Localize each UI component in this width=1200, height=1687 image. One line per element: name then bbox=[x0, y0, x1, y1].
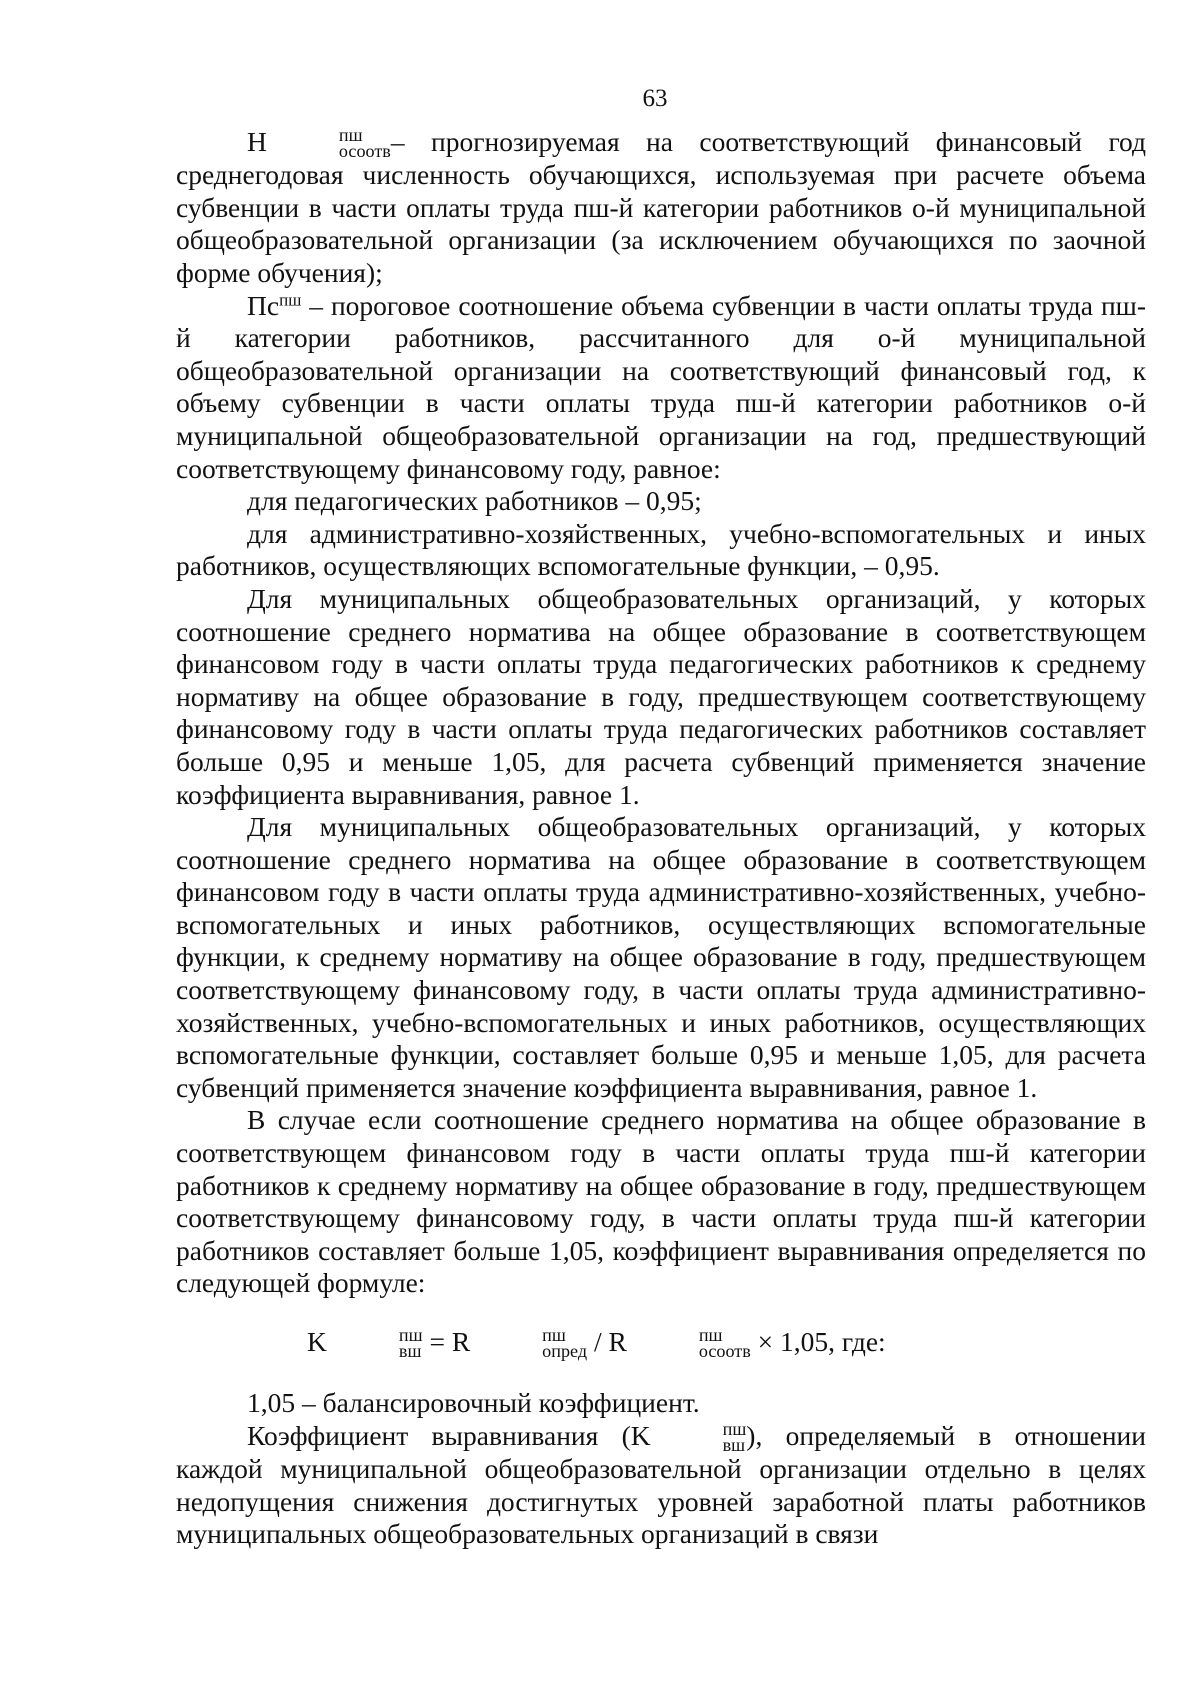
paragraph-balancing: 1,05 – балансировочный коэффициент. bbox=[247, 1387, 700, 1419]
symbol-k-vsh: K пш вш bbox=[630, 1419, 747, 1455]
formula-k: K пш вш bbox=[307, 1325, 423, 1361]
paragraph-administrative: для административно-хозяйственных, учебно-вспомогательных и иных работников, осуществляющих вспомогательные функции, – 0,95. bbox=[176, 517, 1146, 582]
symbol-ps: $Пс^{пш}$ bbox=[247, 289, 302, 321]
paragraph-administrative-ratio: Для муниципальных общеобразовательных организаций, у которых соотношение среднего норматива на общее образование в соответствующем финансовом году в части оплаты труда административно-хозяйственных, учебно-вспомогательных и иных работников, осуществляющих вспомогательные функции, к среднему нормативу на общее образование в году, предшествующем соответствующему финансовому году, в части оплаты труда административно-хозяйственных, учебно-вспомогательных и иных работников, осуществляющих вспомогательные функции, составляет больше 0,95 и меньше 1,05, для расчета субвенций применяется значение коэффициента выравнивания, равное 1. bbox=[176, 811, 1146, 1103]
paragraph-ratio-above: В случае если соотношение среднего норматива на общее образование в соответствующем финансовом году в части оплаты труда пш-й категории работников к среднему нормативу на общее образование в году, предшествующем соответствующему финансовому году, в части оплаты труда пш-й категории работников составляет больше 1,05, коэффициент выравнивания определяется по следующей формуле: bbox=[176, 1104, 1146, 1299]
paragraph-n-definition-text: – прогнозируемая на соответствующий финансовый год среднегодовая численность обучающихся, используемая при расчете объема субвенции в части оплаты труда пш-й категории работников о-й муниципальной общеобразовательной организации (за исключением обучающихся по заочной форме обучения); bbox=[176, 126, 1146, 288]
paragraph-pedagogical: для педагогических работников – 0,95; bbox=[247, 485, 702, 517]
paragraph-coefficient: Коэффициент выравнивания (K пш вш ), определяемый в отношении каждой муниципальной общеобразовательной организации отдельно в целях недопущения снижения достигнутых уровней заработной платы работников муниципальных общеобразовательных организаций в связи bbox=[176, 1419, 1146, 1550]
document-body bbox=[176, 126, 1146, 1551]
symbol-n-osootv: Н пш осоотв bbox=[247, 125, 391, 161]
formula: K пш вш = R пш опред / R пш осоотв × 1,05, где: bbox=[307, 1325, 886, 1361]
formula-r-osootv: R пш осоотв bbox=[608, 1325, 751, 1361]
paragraph-ps-definition-text: – пороговое соотношение объема субвенции в части оплаты труда пш-й категории работников, рассчитанного для о-й муниципальной общеобразовательной организации на соответствующий финансовый год, к объему субвенции в части оплаты труда пш-й категории работников о-й муниципальной общеобразовательной организации на год, предшествующий соответствующему финансовому году, равное: bbox=[176, 289, 1146, 484]
paragraph-n-definition bbox=[176, 126, 1146, 290]
paragraph-pedagogical-ratio: Для муниципальных общеобразовательных организаций, у которых соотношение среднего норматива на общее образование в соответствующем финансовом году в части оплаты труда педагогических работников к среднему нормативу на общее образование в году, предшествующем соответствующему финансовому году в части оплаты труда педагогических работников составляет больше 0,95 и меньше 1,05, для расчета субвенций применяется значение коэффициента выравнивания, равное 1. bbox=[176, 582, 1146, 810]
formula-r-opred: R пш опред bbox=[451, 1325, 588, 1361]
paragraph-ps-definition bbox=[176, 290, 1146, 486]
page-number: 63 bbox=[642, 85, 668, 112]
